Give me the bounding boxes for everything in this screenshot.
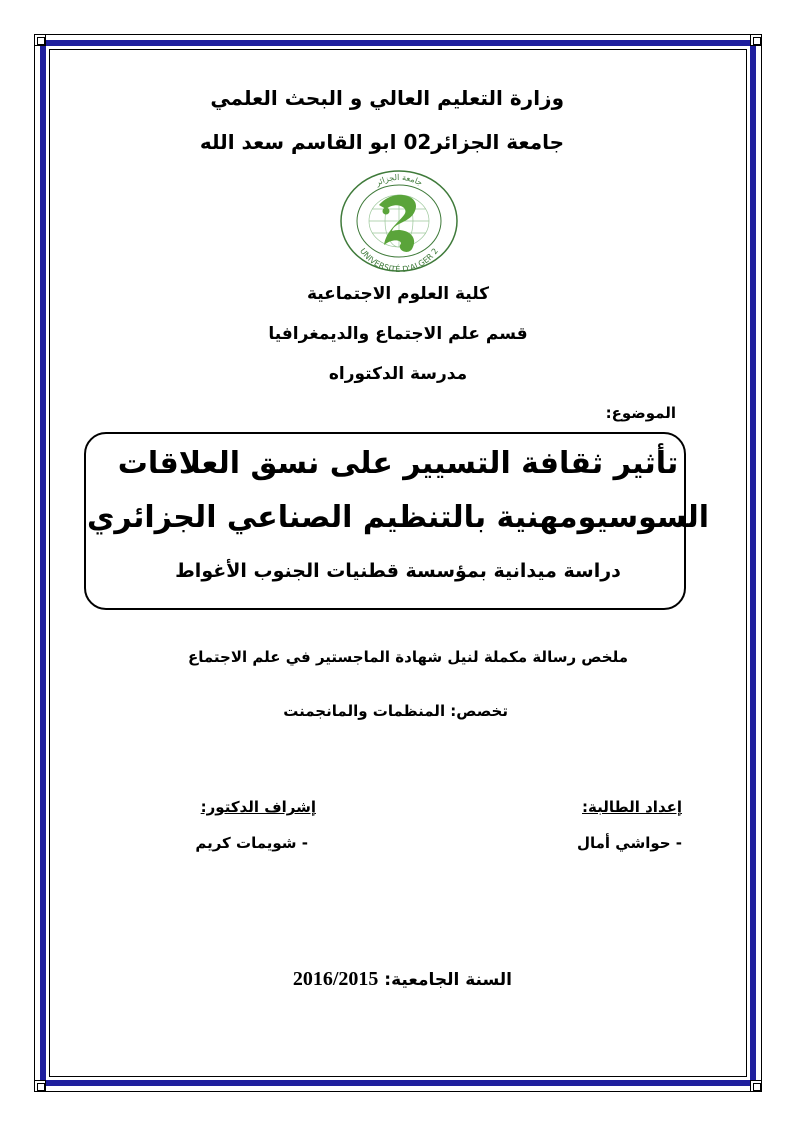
doctoral-school: مدرسة الدكتوراه xyxy=(328,364,468,384)
university-logo xyxy=(334,165,464,275)
border-corner-top-right xyxy=(750,34,762,46)
supervisor-label: إشراف الدكتور: xyxy=(200,798,316,816)
border-corner-top-left xyxy=(34,34,46,46)
student-name: - حواشي أمال xyxy=(576,834,682,852)
department-name: قسم علم الاجتماع والديمغرافيا xyxy=(268,324,528,344)
border-corner-bottom-right xyxy=(750,1080,762,1092)
faculty-name: كلية العلوم الاجتماعية xyxy=(306,284,490,304)
supervisor-name: - شويمات كريم xyxy=(195,834,308,852)
subject-label: الموضوع: xyxy=(605,404,676,422)
academic-year xyxy=(80,968,512,991)
logo-latin-text: UNIVERSITÉ D'ALGER 2 xyxy=(357,246,441,275)
specialty: تخصص: المنظمات والمانجمنت xyxy=(283,702,508,720)
academic-year-value: 2016/2015 xyxy=(292,968,379,990)
thesis-subtitle: دراسة ميدانية بمؤسسة قطنيات الجنوب الأغواط xyxy=(175,560,621,582)
university-heading: جامعة الجزائر02 ابو القاسم سعد الله xyxy=(199,130,564,154)
academic-year-label: السنة الجامعية: xyxy=(384,970,512,990)
thesis-title-line-1: تأثير ثقافة التسيير على نسق العلاقات xyxy=(117,446,679,481)
thesis-description: ملخص رسالة مكملة لنيل شهادة الماجستير في علم الاجتماع xyxy=(187,648,628,666)
student-label: إعداد الطالبة: xyxy=(582,798,682,816)
ministry-heading: وزارة التعليم العالي و البحث العلمي xyxy=(210,86,564,110)
thesis-title-line-2: السوسيومهنية بالتنظيم الصناعي الجزائري xyxy=(86,500,710,535)
border-corner-bottom-left xyxy=(34,1080,46,1092)
logo-arabic-text: جامعة الجزائر xyxy=(374,172,424,188)
